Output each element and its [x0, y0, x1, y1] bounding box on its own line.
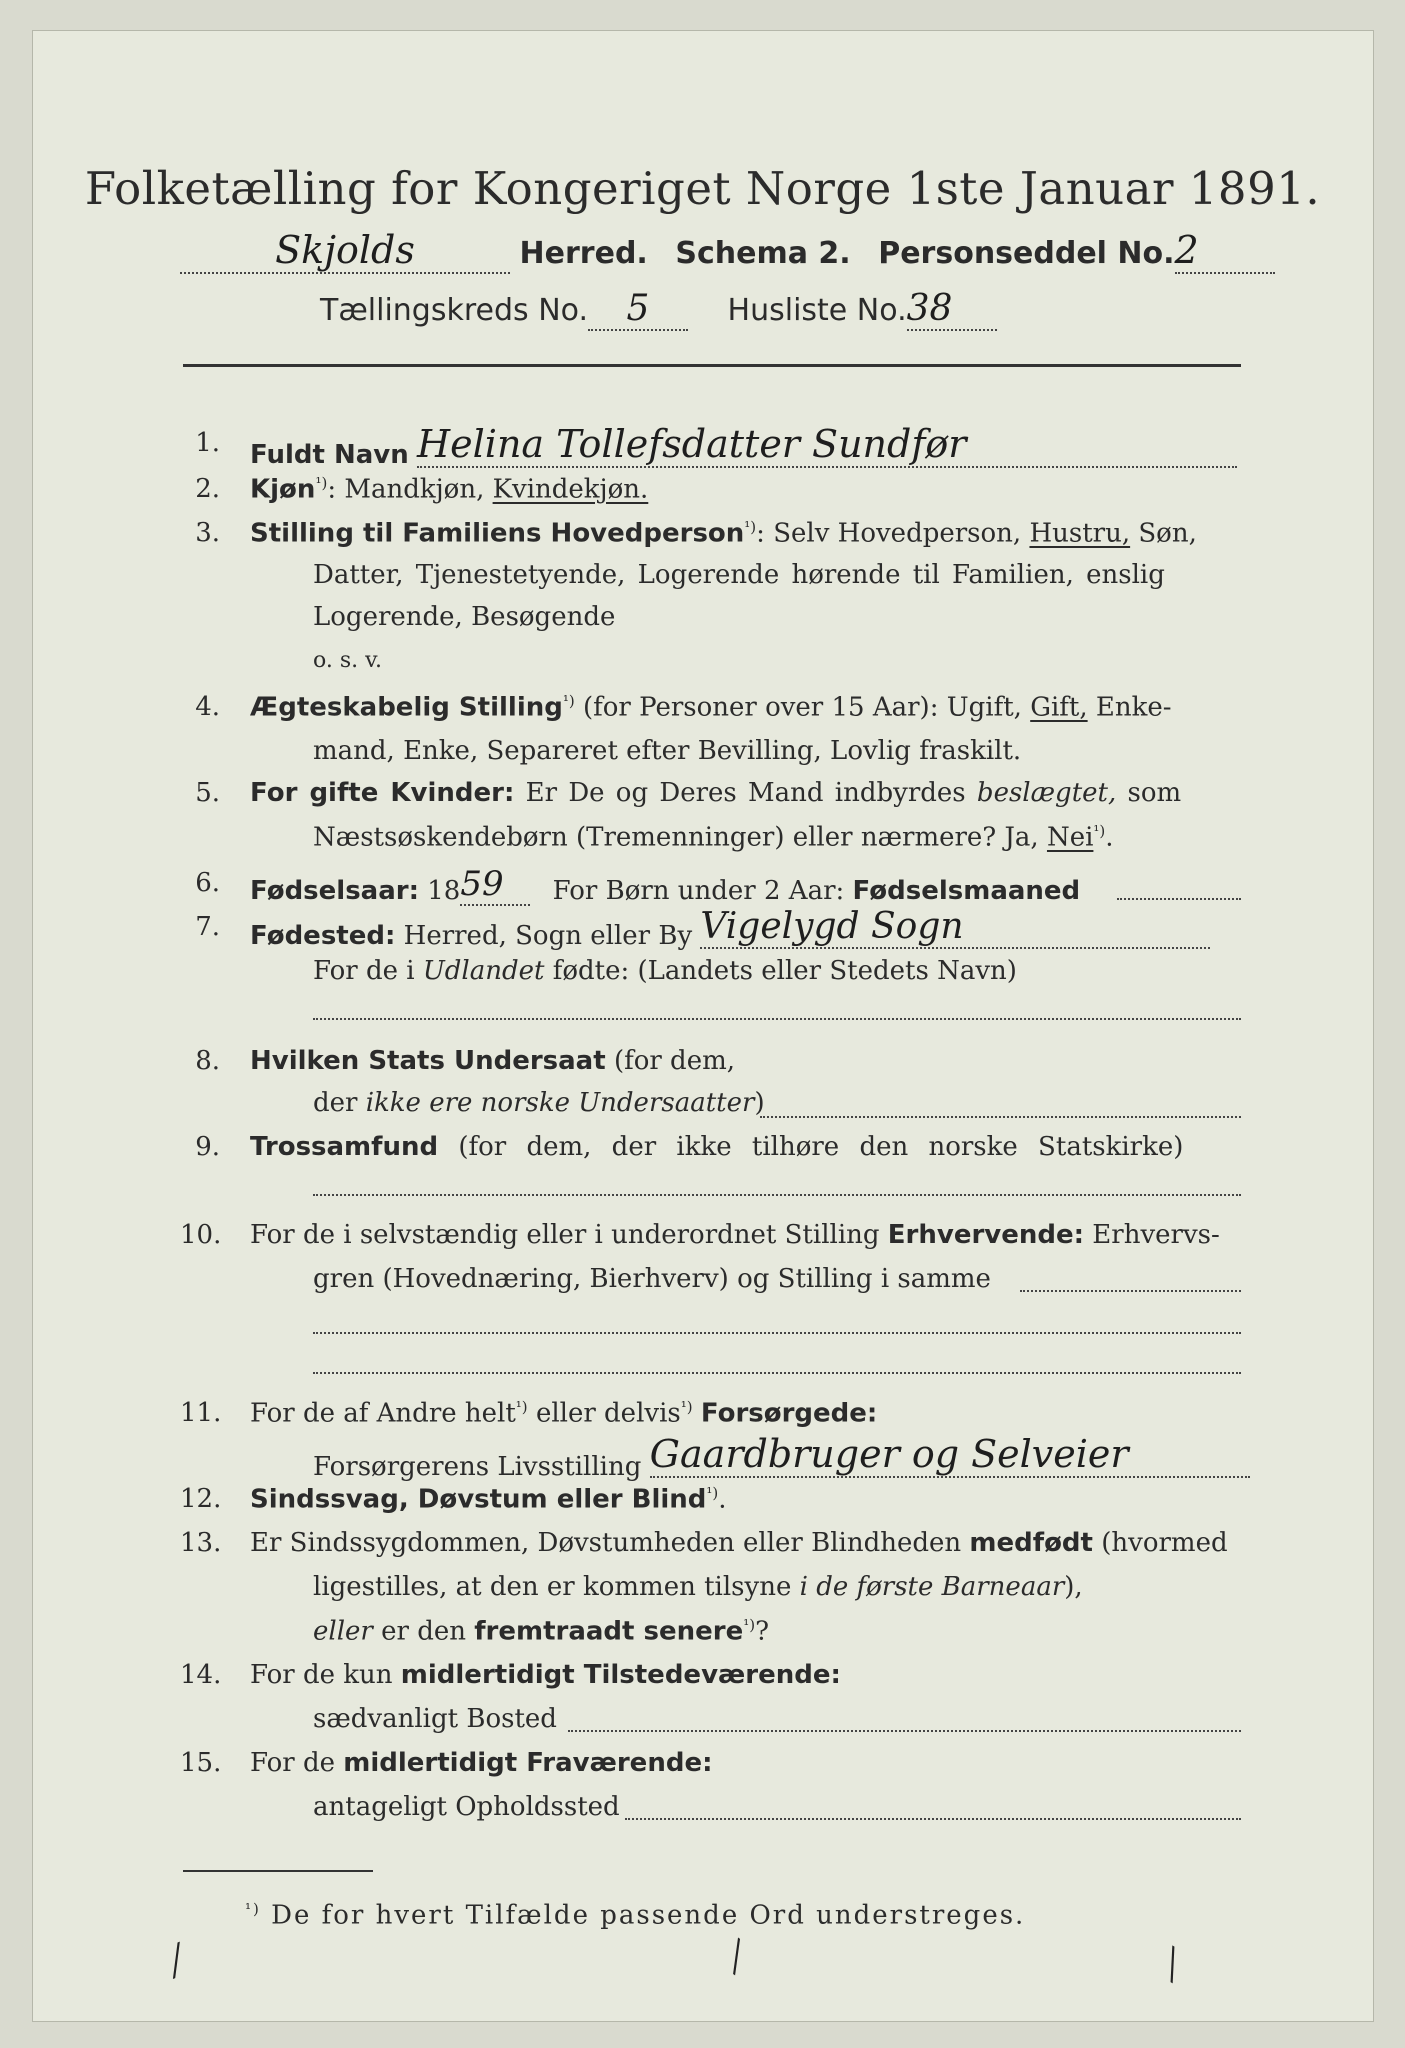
religion-label: Trossamfund [250, 1132, 439, 1162]
sex-selected: Kvindekjøn. [492, 474, 649, 505]
kreds-label: Tællingskreds No. [320, 293, 588, 328]
item-3-line-3: Logerende, Besøgende [313, 602, 616, 632]
footnote-divider [183, 1870, 373, 1872]
provider-occupation-label: Forsørgerens Livsstilling [313, 1452, 642, 1482]
item-11-line-2 [313, 1432, 1250, 1486]
usual-residence-blank [568, 1730, 1241, 1732]
birthplace-value: Vigelygd Sogn [700, 906, 1210, 949]
item-8-line-2 [313, 1088, 765, 1118]
birth-year-label: Fødselsaar: [250, 876, 419, 906]
ink-mark: ╱ [162, 1942, 190, 1979]
husliste-value: 38 [907, 288, 997, 331]
birth-year-prefix: 18 [427, 876, 461, 906]
occupation-blank-3 [313, 1372, 1241, 1374]
item-10-line-2: gren (Hovednæring, Bierhverv) og Stilling i samme [313, 1264, 991, 1294]
footnote-text: De for hvert Tilfælde passende Ord understreges. [271, 1900, 1026, 1931]
marital-status-label: Ægteskabelig Stilling [250, 692, 563, 723]
text-italic: Udlandet [422, 956, 545, 986]
item-number: 2. [195, 474, 220, 504]
text: ? [755, 1616, 770, 1647]
family-position-label: Stilling til Familiens Hovedperson [250, 518, 745, 549]
temp-present-question: For de kun [250, 1660, 393, 1690]
text-italic: i de første Barneaar [799, 1572, 1065, 1602]
family-position-options: : Selv Hovedperson, [756, 518, 1022, 549]
herred-value: Skjolds [180, 228, 510, 274]
footnote-ref: ¹) [680, 1398, 693, 1416]
punct: . [1105, 822, 1114, 853]
header-line-kreds [320, 288, 997, 331]
item-3-line-2: Datter, Tjenestetyende, Logerende hørende til Familien, enslig [313, 560, 1165, 590]
provider-occupation-value: Gaardbruger og Selveier [650, 1432, 1250, 1478]
item-3-line-4: o. s. v. [313, 648, 382, 673]
acquired-label: fremtraadt senere [474, 1616, 744, 1647]
married-women-question: Er De og Deres Mand indbyrdes [525, 778, 966, 808]
item-number: 4. [195, 692, 220, 722]
item-number: 11. [180, 1398, 222, 1428]
item-4-line-2: mand, Enke, Separeret efter Bevilling, Lovlig fraskilt. [313, 736, 1022, 766]
nationality-blank [760, 1116, 1241, 1118]
temp-absent-question: For de [250, 1748, 335, 1778]
footnote-ref: ¹) [743, 1616, 756, 1634]
birthplace-question: Herred, Sogn eller By [403, 921, 693, 951]
religion-question: (for dem, der ikke tilhøre den norske Statskirke) [458, 1132, 1184, 1162]
text: ligestilles, at den er kommen tilsyne [313, 1572, 792, 1602]
married-women-question-end: som [1127, 778, 1182, 808]
item-number: 8. [195, 1046, 220, 1076]
punct: . [718, 1484, 727, 1515]
item-number: 6. [195, 868, 220, 898]
ink-mark: ╲ [720, 1938, 753, 1975]
congenital-label: medfødt [969, 1528, 1093, 1558]
sex-label: Kjøn [250, 474, 316, 505]
item-number: 3. [195, 518, 220, 548]
item-15-line-2: antageligt Opholdssted [313, 1792, 620, 1822]
married-women-label: For gifte Kvinder: [250, 778, 515, 808]
item-number: 10. [180, 1220, 222, 1250]
footnote-ref: ¹) [562, 692, 575, 710]
marital-status-options-2: Enke- [1095, 692, 1172, 723]
marital-status-options: (for Personer over 15 Aar): Ugift, [583, 692, 1022, 723]
item-number: 15. [180, 1748, 222, 1778]
sex-options: : Mandkjøn, [327, 474, 485, 505]
birth-month-question: For Børn under 2 Aar: [552, 876, 845, 906]
relation-question: Næstsøskendebørn (Tremenninger) eller nærmere? Ja, [313, 822, 1039, 853]
footnote-ref: ¹) [315, 474, 328, 492]
item-7-line-2 [313, 956, 1017, 986]
family-position-options-2: Søn, [1138, 518, 1197, 549]
supported-label: Forsørgede: [700, 1398, 878, 1429]
occupation-question: For de i selvstændig eller i underordnet Stilling [250, 1220, 880, 1250]
disability-question-end: (hvormed [1101, 1528, 1228, 1558]
full-name-value: Helina Tollefsdatter Sundfør [417, 422, 1237, 468]
kreds-value: 5 [588, 288, 688, 331]
schema-label: Schema 2. [675, 236, 851, 271]
footnote-ref: ¹) [1093, 822, 1106, 840]
item-number: 1. [195, 428, 220, 458]
text: der [313, 1088, 358, 1118]
presumed-residence-blank [625, 1818, 1241, 1820]
item-number: 7. [195, 912, 220, 942]
text: er den [381, 1616, 466, 1647]
nationality-question: (for dem, [613, 1046, 735, 1076]
supported-question: For de af Andre helt [250, 1398, 516, 1429]
temp-absent-label: midlertidigt Fraværende: [343, 1748, 713, 1778]
text-italic: eller [313, 1616, 373, 1647]
full-name-label: Fuldt Navn [250, 440, 409, 470]
item-number: 14. [180, 1660, 222, 1690]
religion-blank [313, 1194, 1241, 1196]
ink-mark: ╲ [1156, 1945, 1188, 1984]
occupation-blank-2 [313, 1332, 1241, 1334]
item-13-line-3 [313, 1616, 769, 1647]
item-number: 9. [195, 1132, 220, 1162]
item-number: 13. [180, 1528, 222, 1558]
item-number: 5. [195, 778, 220, 808]
text: fødte: (Landets eller Stedets Navn) [552, 956, 1017, 986]
relation-selected: Nei [1046, 822, 1094, 853]
marital-status-selected: Gift, [1030, 692, 1088, 723]
disability-label: Sindssvag, Døvstum eller Blind [250, 1484, 707, 1515]
text: ), [1064, 1572, 1083, 1602]
text: For de i [313, 956, 415, 986]
footnote-ref: ¹) [706, 1484, 719, 1502]
temp-present-label: midlertidigt Tilstedeværende: [400, 1660, 841, 1690]
birth-month-blank [1117, 898, 1241, 900]
nationality-label: Hvilken Stats Undersaat [250, 1046, 606, 1076]
married-women-italic: beslægtet, [976, 778, 1117, 808]
item-number: 12. [180, 1484, 222, 1514]
birthplace-label: Fødested: [250, 921, 396, 951]
supported-question-2: eller delvis [535, 1398, 681, 1429]
item-14-line-2: sædvanligt Bosted [313, 1704, 557, 1734]
footnote [245, 1900, 1025, 1931]
occupation-label: Erhvervende: [887, 1220, 1085, 1250]
header-line-herred [180, 228, 1275, 274]
herred-label: Herred. [519, 236, 648, 271]
text-italic: ikke ere norske Undersaatter [365, 1088, 755, 1118]
occupation-blank-1 [1020, 1290, 1241, 1292]
personseddel-value: 2 [1175, 228, 1275, 274]
text: ) [754, 1088, 765, 1118]
footnote-ref: ¹) [515, 1398, 528, 1416]
header-divider [183, 364, 1241, 367]
family-position-selected: Hustru, [1029, 518, 1131, 549]
footnote-ref: ¹) [744, 518, 757, 536]
birth-month-label: Fødselsmaaned [852, 876, 1081, 906]
footnote-mark: ¹) [245, 1900, 261, 1918]
foreign-birthplace-blank [313, 1018, 1241, 1020]
personseddel-label: Personseddel No. [878, 236, 1175, 271]
disability-question: Er Sindssygdommen, Døvstumheden eller Blindheden [250, 1528, 962, 1558]
form-title: Folketælling for Kongeriget Norge 1ste Januar 1891. [84, 162, 1321, 215]
birth-year-value: 59 [460, 864, 530, 906]
item-13-line-2 [313, 1572, 1083, 1602]
husliste-label: Husliste No. [727, 293, 907, 328]
occupation-question-end: Erhvervs- [1092, 1220, 1220, 1250]
item-5-line-2 [313, 822, 1114, 853]
